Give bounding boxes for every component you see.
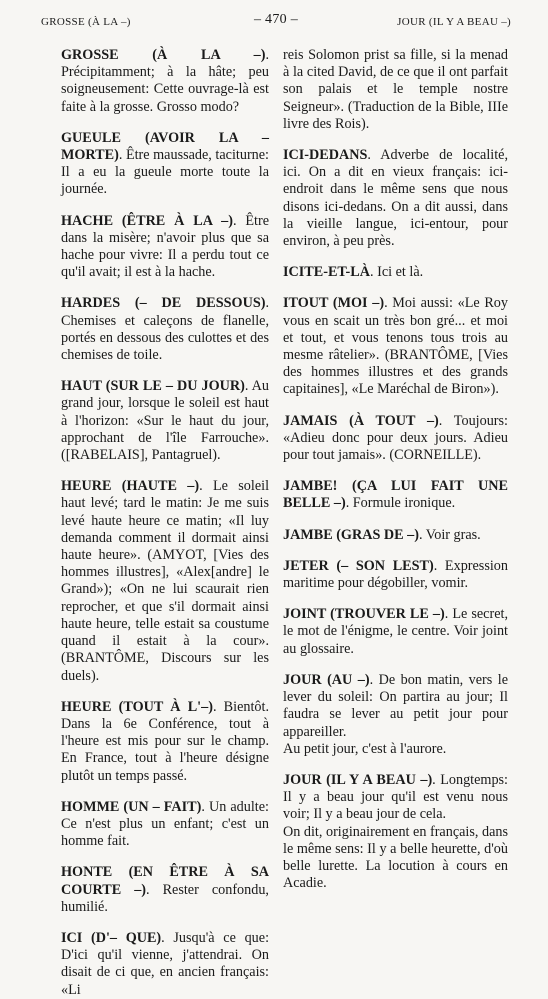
- entry-headword: HEURE (HAUTE –): [61, 478, 200, 495]
- entry-headword: JOUR (IL Y A BEAU –): [283, 771, 433, 788]
- dictionary-entry: [283, 527, 508, 544]
- running-header: [41, 12, 511, 32]
- dictionary-entry: [61, 378, 269, 464]
- entry-definition: . Expression maritime pour dégobiller, vomir.: [283, 557, 508, 592]
- dictionary-entry: [61, 478, 269, 684]
- dictionary-entry: [283, 558, 508, 592]
- dictionary-entry: [283, 478, 508, 512]
- dictionary-entry: [61, 130, 269, 199]
- entry-headword: ICITE-ET-LÀ: [283, 264, 370, 281]
- dictionary-entry: [61, 213, 269, 282]
- dictionary-entry: [61, 930, 269, 999]
- header-right-guide-word: JOUR (IL Y A BEAU –): [397, 16, 511, 28]
- entry-definition: . Jusqu'à ce que: D'ici qu'il vienne, j'attendrai. On disait de ci que, en ancien français: «Li: [61, 929, 270, 998]
- entry-definition: . Moi aussi: «Le Roy vous en scait un très bon gré... et moi et tout, et vous tenons tous trois au mesme râtelier». (BRANTÔME, [Vies des hommes illustres et des grands capitaines], «Le Maréchal de Biron»).: [283, 295, 508, 398]
- entry-headword: GUEULE (AVOIR LA – MORTE): [61, 129, 269, 164]
- entry-definition: . Chemises et caleçons de flanelle, portés en dessous des culottes et des chemises de toile.: [61, 295, 269, 364]
- dictionary-entry: [283, 606, 508, 658]
- dictionary-entry: [283, 672, 508, 758]
- entry-definition: . De bon matin, vers le lever du soleil: On partira au jour; Il faudra se lever au petit jour pour appareiller.: [283, 671, 509, 740]
- dictionary-entry: [61, 864, 269, 916]
- dictionary-entry: [61, 47, 269, 116]
- entry-headword: HACHE (ÊTRE À LA –): [61, 212, 233, 229]
- dictionary-entry: [61, 699, 269, 785]
- entry-definition: . Être maussade, taciturne: Il a eu la gueule morte toute la journée.: [61, 147, 269, 198]
- entry-headword: ICI-DEDANS: [283, 147, 368, 164]
- entry-definition: . Être dans la misère; n'avoir plus que sa hache pour vivre: Il a perdu tout ce qu'il avait; il est à la hache.: [61, 212, 270, 281]
- dictionary-entry: [61, 799, 269, 851]
- entry-definition: . Le soleil haut levé; tard le matin: Je me suis levé haute heure ce matin; «Il luy demanda comment il dormait ainsi haute heure». (AMYOT, [Vies des hommes illustres], «Alex[andre] le Grand»); «On ne lui scaurait rien reprocher, et que s'il dormait ainsi haute heure, telle estait sa coustume quand il estait à la cour». (BRANTÔME, Discours sur les duels).: [61, 478, 270, 684]
- entry-headword: JAMAIS (À TOUT –): [283, 412, 439, 429]
- entry-headword: JAMBE! (ÇA LUI FAIT UNE BELLE –): [283, 478, 508, 512]
- entry-definition: . Adverbe de localité, ici. On a dit en vieux français: ici-endroit dans le même sens que nous disons ici-dedans. On a dit aussi, dans la vieille langue, ici-entour, pour environ, à peu près.: [283, 147, 508, 250]
- dictionary-entry: [61, 295, 269, 364]
- dictionary-entry: [283, 772, 508, 892]
- entry-definition: . Un adulte: Ce n'est plus un enfant; c'est un homme fait.: [61, 798, 269, 850]
- entry-headword: HARDES (– DE DESSOUS): [61, 295, 266, 312]
- header-left-guide-word: GROSSE (À LA –): [41, 16, 131, 28]
- entry-definition: . Formule ironique.: [345, 495, 456, 512]
- entry-headword: HOMME (UN – FAIT): [61, 798, 202, 815]
- entry-headword: GROSSE (À LA –): [61, 47, 266, 63]
- entry-definition: . Voir gras.: [418, 526, 481, 543]
- dictionary-entry: [283, 413, 508, 465]
- dictionary-entry: [283, 147, 508, 250]
- dictionary-entry: [283, 47, 508, 133]
- entry-definition: . Au grand jour, lorsque le soleil est haut à l'horizon: «Sur le haut du jour, approchant de l'île Farrouche». ([RABELAIS], Pantagruel).: [61, 378, 269, 464]
- entry-headword: JETER (– SON LEST): [283, 557, 434, 574]
- entry-definition: . Précipitamment; à la hâte; peu soigneusement: Cette ouvrage-là est faite à la grosse. Grosso modo?: [61, 47, 269, 115]
- page-number: – 470 –: [253, 12, 299, 27]
- entry-headword: HEURE (TOUT À L'–): [61, 698, 213, 715]
- dictionary-entry: [283, 295, 508, 398]
- entry-definition: . Le secret, le mot de l'énigme, le centre. Voir joint au glossaire.: [283, 606, 508, 657]
- dictionary-entry: [283, 264, 508, 281]
- entry-definition: reis Solomon prist sa fille, si la menad à la cited David, de ce que il ont parfait son palais et le temple nostre Seigneur». (Traduction de la Bible, IIIe livre des Rois).: [283, 47, 508, 132]
- entry-headword: ITOUT (MOI –): [283, 295, 385, 312]
- entry-definition: . Longtemps: Il y a beau jour qu'il est venu nous voir; Il y a beau jour de cela.: [283, 771, 508, 823]
- entry-definition: . Ici et là.: [370, 264, 424, 281]
- entry-continuation: On dit, originairement en français, dans le même sens: Il y a belle heurette, d'où belle lurette. La locution à cours en Acadie.: [283, 823, 508, 892]
- entry-headword: HAUT (SUR LE – DU JOUR): [61, 378, 245, 395]
- entry-headword: JOUR (AU –): [283, 671, 370, 688]
- entry-definition: . Toujours: «Adieu donc pour deux jours. Adieu pour tout jamais». (CORNEILLE).: [283, 412, 508, 464]
- entry-headword: ICI (D'– QUE): [61, 929, 162, 946]
- entry-headword: HONTE (EN ÊTRE À SA COURTE –): [61, 864, 269, 898]
- entry-definition: . Bientôt. Dans la 6e Conférence, tout à l'heure est mis pour sur le champ. En France, tout à l'heure désigne plutôt un temps passé.: [61, 698, 269, 784]
- entry-headword: JAMBE (GRAS DE –): [283, 526, 419, 543]
- entry-definition: . Rester confondu, humilié.: [61, 881, 269, 915]
- entry-continuation: Au petit jour, c'est à l'aurore.: [283, 740, 447, 757]
- entry-headword: JOINT (TROUVER LE –): [283, 606, 445, 623]
- right-column: [283, 47, 508, 891]
- left-column: [61, 47, 270, 998]
